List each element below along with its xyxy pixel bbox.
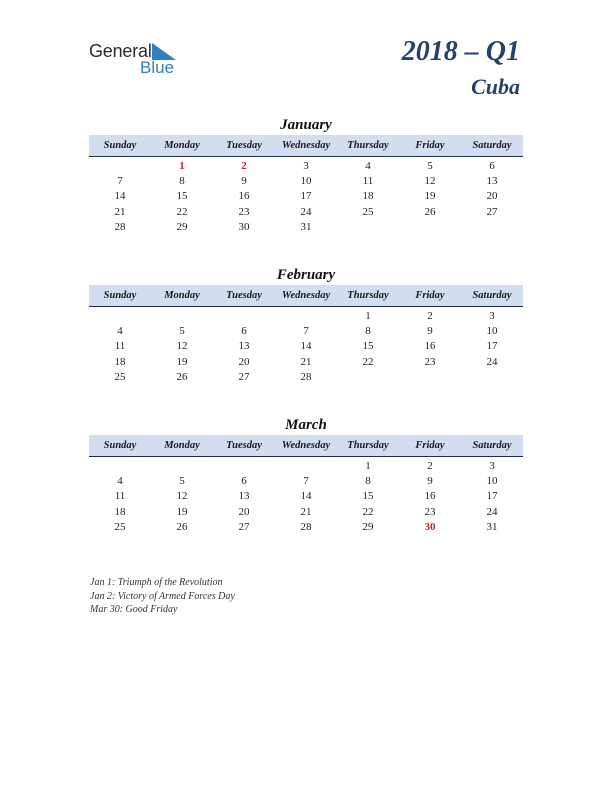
- day-cell: 22: [362, 355, 374, 368]
- week-row: [89, 309, 523, 324]
- day-cell: 6: [489, 160, 495, 172]
- month-february: [89, 266, 523, 385]
- weeks-grid: [89, 459, 523, 535]
- weekday-label: Tuesday: [226, 440, 262, 451]
- day-cell: 14: [300, 340, 312, 353]
- day-cell: 21: [114, 205, 126, 218]
- day-cell: [151, 309, 213, 324]
- day-cell: 11: [114, 340, 126, 353]
- day-cell: 2: [427, 310, 433, 322]
- day-cell: 1: [365, 460, 371, 472]
- day-cell: 31: [486, 520, 498, 533]
- day-cell: 21: [300, 505, 312, 518]
- day-cell: 31: [300, 220, 312, 233]
- day-cell: 1: [365, 310, 371, 322]
- day-cell: 14: [300, 490, 312, 503]
- month-name: March: [285, 417, 327, 433]
- weekday-label: Friday: [415, 140, 445, 151]
- day-cell: 15: [362, 490, 374, 503]
- day-cell: 10: [300, 175, 312, 188]
- weekday-label: Tuesday: [226, 290, 262, 301]
- day-cell: [89, 309, 151, 324]
- day-cell: 17: [486, 490, 498, 503]
- week-row: [89, 159, 523, 174]
- weekday-label: Thursday: [347, 140, 389, 151]
- day-cell: [151, 459, 213, 474]
- day-cell: 26: [176, 370, 188, 383]
- day-cell: 2: [427, 460, 433, 472]
- day-cell: [89, 159, 151, 174]
- day-cell: 22: [362, 505, 374, 518]
- week-row: [89, 474, 523, 489]
- day-cell: 17: [300, 190, 312, 203]
- weekday-label: Friday: [415, 290, 445, 301]
- day-cell: [337, 370, 399, 385]
- week-row: [89, 505, 523, 520]
- weekday-label: Wednesday: [281, 290, 331, 301]
- day-cell: 15: [362, 340, 374, 353]
- quarter-title: 2018 – Q1: [401, 36, 520, 67]
- weekday-label: Monday: [164, 140, 200, 151]
- day-cell: 25: [362, 205, 374, 218]
- day-cell: 12: [424, 175, 436, 188]
- day-cell: 13: [238, 340, 250, 353]
- day-cell: 6: [241, 325, 247, 338]
- holiday-notes: [90, 576, 235, 617]
- day-cell: 7: [303, 325, 309, 338]
- day-cell: 30: [238, 220, 250, 233]
- logo-text-general: General: [89, 41, 152, 61]
- weekday-header-row: [89, 435, 523, 457]
- week-row: [89, 489, 523, 504]
- day-cell: 17: [486, 340, 498, 353]
- day-cell: 23: [238, 205, 250, 218]
- week-row: [89, 174, 523, 189]
- week-row: [89, 459, 523, 474]
- day-cell: [89, 459, 151, 474]
- day-cell: 19: [176, 505, 188, 518]
- day-cell: 3: [489, 460, 495, 472]
- day-cell: 27: [486, 205, 498, 218]
- day-cell: 13: [238, 490, 250, 503]
- day-cell: 16: [424, 340, 436, 353]
- day-cell: 10: [486, 325, 498, 338]
- day-cell: 5: [179, 475, 185, 488]
- weekday-label: Tuesday: [226, 140, 262, 151]
- weekday-label: Monday: [164, 440, 200, 451]
- weekday-label: Saturday: [472, 140, 512, 151]
- day-cell: 3: [303, 160, 309, 172]
- day-cell: 4: [117, 475, 123, 488]
- month-name: January: [280, 117, 332, 133]
- day-cell: 29: [362, 520, 374, 533]
- day-cell: 9: [427, 475, 433, 488]
- day-cell: 19: [176, 355, 188, 368]
- day-cell: [461, 370, 523, 385]
- day-cell: 23: [424, 505, 436, 518]
- day-cell: 19: [424, 190, 436, 203]
- logo-text-blue: Blue: [140, 58, 175, 77]
- day-cell: 3: [489, 310, 495, 322]
- day-cell: 9: [427, 325, 433, 338]
- day-cell: 20: [238, 505, 250, 518]
- day-cell: 29: [176, 220, 188, 233]
- weekday-label: Monday: [164, 290, 200, 301]
- holiday-day-cell: 1: [179, 160, 185, 172]
- day-cell: 10: [486, 475, 498, 488]
- country-name: Cuba: [471, 74, 520, 99]
- day-cell: [213, 309, 275, 324]
- day-cell: 14: [114, 190, 126, 203]
- day-cell: 24: [486, 505, 498, 518]
- day-cell: 25: [114, 520, 126, 533]
- holiday-day-cell: 30: [424, 520, 436, 533]
- day-cell: 11: [362, 175, 374, 188]
- day-cell: 22: [176, 205, 188, 218]
- day-cell: 20: [486, 190, 498, 203]
- day-cell: 21: [300, 355, 312, 368]
- day-cell: [461, 220, 523, 235]
- weekday-header-row: [89, 135, 523, 157]
- day-cell: 7: [303, 475, 309, 488]
- generalblue-logo: [89, 41, 199, 77]
- day-cell: 11: [114, 490, 126, 503]
- weekday-label: Thursday: [347, 440, 389, 451]
- day-cell: 4: [365, 160, 371, 172]
- week-row: [89, 220, 523, 235]
- week-row: [89, 520, 523, 535]
- day-cell: [275, 459, 337, 474]
- week-row: [89, 324, 523, 339]
- day-cell: 12: [176, 340, 188, 353]
- day-cell: 27: [238, 370, 250, 383]
- day-cell: 26: [424, 205, 436, 218]
- day-cell: 26: [176, 520, 188, 533]
- holiday-note: Jan 2: Victory of Armed Forces Day: [90, 590, 235, 602]
- day-cell: 5: [179, 325, 185, 338]
- day-cell: 8: [365, 475, 371, 488]
- weekday-label: Sunday: [103, 290, 137, 301]
- day-cell: 8: [179, 175, 185, 188]
- weekday-label: Friday: [415, 440, 445, 451]
- holiday-note: Mar 30: Good Friday: [90, 604, 178, 615]
- day-cell: 16: [424, 490, 436, 503]
- weekday-label: Sunday: [103, 440, 137, 451]
- week-row: [89, 189, 523, 204]
- day-cell: 28: [300, 370, 312, 383]
- day-cell: 9: [241, 175, 247, 188]
- day-cell: 15: [176, 190, 188, 203]
- day-cell: [213, 459, 275, 474]
- week-row: [89, 370, 523, 385]
- month-march: [89, 416, 523, 535]
- day-cell: [399, 220, 461, 235]
- day-cell: 7: [117, 175, 123, 188]
- day-cell: 12: [176, 490, 188, 503]
- holiday-day-cell: 2: [241, 160, 247, 172]
- day-cell: 16: [238, 190, 250, 203]
- day-cell: 13: [486, 175, 498, 188]
- weeks-grid: [89, 309, 523, 385]
- weekday-label: Sunday: [103, 140, 137, 151]
- day-cell: 4: [117, 325, 123, 338]
- day-cell: [337, 220, 399, 235]
- week-row: [89, 355, 523, 370]
- day-cell: 27: [238, 520, 250, 533]
- weekday-label: Saturday: [472, 440, 512, 451]
- day-cell: 20: [238, 355, 250, 368]
- weekday-label: Saturday: [472, 290, 512, 301]
- day-cell: 6: [241, 475, 247, 488]
- day-cell: 18: [114, 505, 126, 518]
- month-name: February: [276, 267, 336, 283]
- day-cell: 28: [114, 220, 126, 233]
- week-row: [89, 205, 523, 220]
- weeks-grid: [89, 159, 523, 235]
- weekday-label: Thursday: [347, 290, 389, 301]
- day-cell: 8: [365, 325, 371, 338]
- day-cell: 24: [300, 205, 312, 218]
- day-cell: 5: [427, 160, 433, 172]
- holiday-note: Jan 1: Triumph of the Revolution: [90, 577, 223, 588]
- day-cell: 28: [300, 520, 312, 533]
- day-cell: 24: [486, 355, 498, 368]
- day-cell: [275, 309, 337, 324]
- weekday-label: Wednesday: [281, 140, 331, 151]
- weekday-label: Wednesday: [281, 440, 331, 451]
- day-cell: 25: [114, 370, 126, 383]
- weekday-header-row: [89, 285, 523, 307]
- day-cell: 23: [424, 355, 436, 368]
- week-row: [89, 339, 523, 354]
- day-cell: [399, 370, 461, 385]
- day-cell: 18: [114, 355, 126, 368]
- day-cell: 18: [362, 190, 374, 203]
- month-january: [89, 116, 523, 235]
